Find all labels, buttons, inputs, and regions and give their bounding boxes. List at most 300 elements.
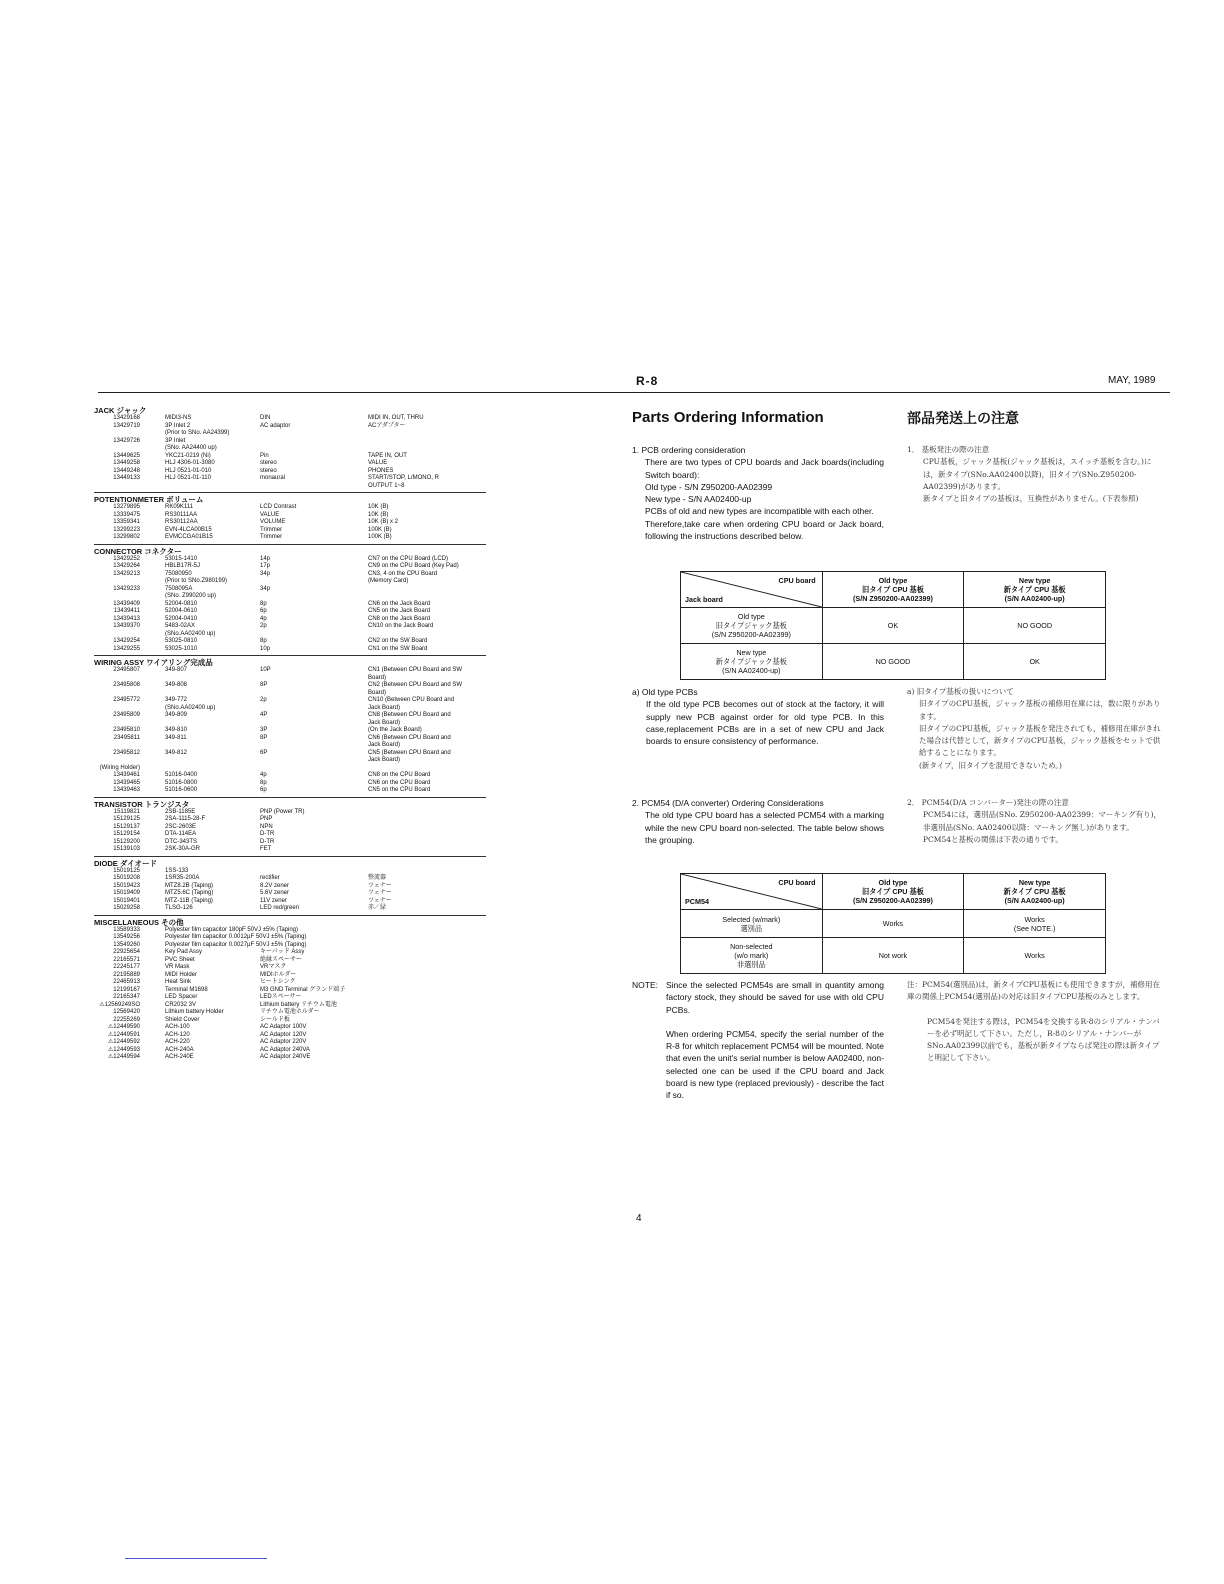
part-number: 15129200 [113, 838, 140, 845]
part-description: NPN [260, 823, 273, 830]
part-row [94, 809, 486, 817]
part-description: 8p [260, 600, 267, 607]
part-row [94, 949, 486, 957]
part-note: Jack Board) [368, 757, 401, 763]
section2-jp-text: PCM54には，選別品(SNo. Z950200-AA02399：マーキング有り)，非選別品(SNo. AA02400以降：マーキング無し)があります。 [923, 810, 1162, 832]
part-row [94, 646, 486, 654]
part-note: 10K (B) x 2 [368, 519, 399, 525]
note-label: NOTE: [632, 980, 658, 990]
part-note: (On the Jack Board) [368, 727, 422, 733]
part-row [94, 534, 486, 542]
part-note: ACアダプター [368, 422, 406, 429]
part-number: 22255269 [113, 1016, 140, 1023]
part-description: LED red/green [260, 905, 300, 911]
row-header-line: 新タイプジャック基板 [715, 657, 787, 666]
document-date: MAY, 1989 [1108, 375, 1156, 386]
part-name: 349-772 [165, 697, 188, 703]
part-number: ⚠12449590 [107, 1024, 140, 1030]
part-row [94, 667, 486, 675]
part-row [94, 994, 486, 1002]
title-japanese: 部品発送上の注意 [907, 410, 1019, 426]
section1-heading: 1. PCB ordering consideration [632, 445, 746, 455]
part-row [94, 675, 486, 683]
part-description: FET [260, 846, 272, 852]
part-row [94, 927, 486, 935]
part-number: 15129137 [113, 823, 140, 830]
header-line: (S/N Z950200-AA02399) [852, 896, 933, 905]
part-number: 13439413 [113, 615, 140, 622]
row-header-line: New type [736, 648, 767, 657]
note-text: Since the selected PCM54s are small in quantity among factory stock, they should be saved for use with old CPU PCBs. [666, 980, 884, 1015]
section-a-english [632, 686, 884, 747]
part-row [94, 697, 486, 705]
table-cell: OK [964, 644, 1106, 680]
row-header-line: (S/N AA02400-up) [722, 666, 781, 675]
part-row [94, 593, 486, 601]
part-name: EVN-4LCA00B15 [165, 526, 212, 533]
part-description: AC Adaptor 100V [260, 1024, 307, 1030]
part-note: Jack Board) [368, 719, 401, 726]
section-title: TRANSISTOR トランジスタ [94, 799, 190, 809]
part-row [94, 638, 486, 646]
part-name: 2SA-1115-28-F [165, 816, 206, 822]
cell-line: Works [1024, 914, 1045, 924]
part-name: (Prior to SNo. AA24399) [165, 430, 230, 436]
part-description: 8.2V zener [260, 882, 290, 889]
part-name: ACH-100 [165, 1024, 190, 1030]
parts-section [94, 544, 486, 654]
part-number: 23495807 [113, 667, 140, 673]
part-name: 349-810 [165, 727, 188, 733]
page-number: 4 [636, 1213, 642, 1224]
part-number: 13449625 [113, 452, 140, 459]
part-description: DIN [260, 415, 271, 421]
part-row [94, 964, 486, 972]
part-row [94, 415, 486, 423]
part-name: 51016-0600 [165, 787, 198, 793]
table-cell: NO GOOD [964, 608, 1106, 644]
part-name: DTC-343TS [165, 838, 198, 845]
pcb-compatibility-table [680, 571, 1106, 680]
part-description: 4P [260, 712, 268, 718]
part-description: 8p [260, 779, 267, 786]
part-row [94, 571, 486, 579]
part-name: 53025-0810 [165, 638, 198, 644]
section-title: JACK ジャック [94, 406, 147, 415]
part-name: YKC21-0219 (Ni) [165, 452, 211, 459]
part-row [94, 527, 486, 535]
table-cell: NO GOOD [822, 644, 964, 680]
part-name: Terminal M1698 [165, 986, 208, 993]
part-name: EVMCCGA01B15 [165, 534, 213, 540]
part-name: HBLB17R-5J [165, 563, 201, 569]
part-number: 13429252 [113, 555, 140, 562]
part-note: CN2 on the SW Board [368, 638, 428, 644]
part-description: Lithium battery リチウム電池 [260, 1001, 337, 1008]
part-row [94, 898, 486, 906]
pcm54-grouping-table [680, 873, 1106, 974]
note-english [632, 979, 884, 1102]
part-row [94, 1009, 486, 1017]
header-line: New type [1018, 878, 1051, 887]
table-cell: Works [822, 910, 964, 938]
part-name: MIDI3-NS [165, 415, 192, 421]
part-number: 23495810 [113, 727, 140, 733]
part-name: Lithium battery Holder [165, 1009, 224, 1015]
column-header [964, 572, 1106, 608]
part-note: Jack Board) [368, 742, 401, 748]
row-header-line: 選別品 [740, 923, 763, 933]
part-number: 13429264 [113, 563, 140, 569]
part-row [94, 601, 486, 609]
table-row [681, 938, 1106, 974]
part-number: 13299802 [113, 534, 140, 540]
table-cell: Not work [822, 938, 964, 974]
part-number: 15019423 [113, 882, 140, 889]
part-name: 75080950 [165, 570, 192, 577]
part-description: 10P [260, 667, 271, 673]
part-name: 1SR35-200A [165, 875, 200, 881]
part-description: LEDスペーサー [260, 994, 302, 1000]
part-row [94, 942, 486, 950]
footer-rule [125, 1558, 267, 1559]
row-header [681, 910, 823, 938]
row-header-line: (S/N Z950200-AA02399) [711, 630, 791, 639]
section-title: MISCELLANEOUS その他 [94, 917, 184, 927]
part-row [94, 727, 486, 735]
part-row [94, 750, 486, 758]
part-name: Polyester film capacitor 0.0012μF 50VJ ±5% (Taping) [165, 934, 307, 940]
part-note: PHONES [368, 467, 394, 474]
part-number: 13429168 [113, 415, 140, 421]
part-number: 15129125 [113, 816, 140, 822]
part-number: 22165347 [113, 994, 140, 1000]
part-note: CN10 (Between CPU Board and [368, 697, 455, 703]
part-number: 13279895 [113, 504, 140, 510]
section-a-jp-text: 旧タイプのCPU基板，ジャック基板の補修用在庫には，数に限りがあります。 [919, 699, 1161, 721]
part-description: stereo [260, 460, 277, 466]
part-row [94, 512, 486, 520]
section-a-text: If the old type PCB becomes out of stock at the factory, it will supply new PCB against order for old type PCB. In this case,replacement PCBs are in a set of new CPU and Jack boards to ensure consistency of performance. [646, 699, 884, 747]
part-row [94, 1002, 486, 1010]
part-description: シールド板 [260, 1016, 290, 1023]
part-row [94, 780, 486, 788]
part-description: 8P [260, 682, 268, 688]
part-number: 12569420 [113, 1009, 140, 1015]
part-note: 整流器 [368, 875, 387, 881]
note-japanese [907, 979, 1162, 1065]
part-row [94, 742, 486, 750]
part-number: ⚠12449594 [107, 1054, 140, 1060]
part-description: MIDIホルダー [260, 971, 297, 978]
table-cell: OK [822, 608, 964, 644]
row-header [681, 644, 823, 680]
header-line: 新タイプ CPU 基板 [1003, 887, 1066, 896]
part-name: Heat Sink [165, 979, 192, 985]
header-line: Old type [878, 576, 908, 585]
part-name: LED Spacer [165, 994, 198, 1000]
part-name: 349-809 [165, 712, 188, 718]
part-note: CN5 (Between CPU Board and [368, 749, 451, 756]
part-row [94, 787, 486, 795]
part-note: CN8 on the Jack Board [368, 615, 431, 622]
part-number: 22465913 [113, 979, 140, 985]
part-note: CN8 (Between CPU Board and [368, 712, 451, 718]
part-number: 13439370 [113, 623, 140, 629]
part-description: PNP [260, 816, 273, 822]
part-number: 15019125 [113, 867, 140, 874]
part-note: Board) [368, 674, 387, 681]
part-description: monaural [260, 475, 286, 481]
part-description: 8p [260, 638, 267, 644]
part-number: 13449133 [113, 475, 140, 481]
part-number: 15019401 [113, 897, 140, 904]
part-row [94, 979, 486, 987]
part-name: RS30112AA [165, 519, 198, 525]
part-number: 23495772 [113, 697, 140, 703]
part-row [94, 1039, 486, 1047]
part-name: 51016-0400 [165, 772, 198, 778]
part-row [94, 757, 486, 765]
section1-text: There are two types of CPU boards and Jack boards(including Switch board): [645, 457, 884, 480]
part-name: MTZ-11B (Taping) [165, 897, 213, 904]
column-header [964, 874, 1106, 910]
part-description: 17p [260, 563, 271, 569]
part-description: VOLUME [260, 519, 286, 525]
section1-jp-heading: 1． 基板発注の際の注意 [907, 445, 990, 454]
table-corner [681, 572, 823, 608]
section2-jp-heading: 2． PCM54(D/A コンバーター)発注の際の注意 [907, 798, 1069, 807]
part-row [94, 772, 486, 780]
part-row [94, 556, 486, 564]
part-description: LCD Contrast [260, 504, 297, 510]
part-name: 349-811 [165, 734, 187, 741]
part-note: OUTPUT 1~8 [368, 482, 405, 489]
part-number: 13429254 [113, 638, 140, 644]
part-row [94, 735, 486, 743]
model-label: R-8 [636, 374, 659, 388]
corner-bottom-label: PCM54 [685, 897, 709, 906]
header-line: (S/N AA02400-up) [1004, 896, 1065, 905]
part-note: Board) [368, 689, 387, 696]
part-name: HLJ 4306-01-3080 [165, 460, 215, 466]
section-a-japanese [907, 686, 1162, 772]
header-line: 旧タイプ CPU 基板 [862, 585, 924, 594]
part-description: リチウム電池ホルダー [260, 1009, 320, 1015]
part-row [94, 504, 486, 512]
part-name: TLSG-126 [165, 905, 193, 911]
part-row [94, 430, 486, 438]
part-name: MTZ8.2B (Taping) [165, 882, 214, 889]
part-description: AC Adaptor 240VE [260, 1054, 311, 1060]
part-number: ⚠12449592 [107, 1039, 140, 1045]
row-header-line: Selected (w/mark) [722, 914, 781, 924]
part-description: stereo [260, 467, 277, 474]
part-row [94, 890, 486, 898]
part-number: 13429233 [113, 585, 140, 592]
part-note: CN8 on the CPU Board [368, 772, 431, 778]
part-row [94, 586, 486, 594]
part-number: ⚠12449591 [107, 1031, 140, 1038]
part-row [94, 712, 486, 720]
part-name: Polyester film capacitor 0.0027μF 50VJ ±5% (Taping) [165, 941, 307, 948]
part-number: 13449248 [113, 467, 140, 474]
part-description: 34p [260, 585, 271, 592]
section1-old-type: Old type - S/N Z950200-AA02399 [645, 481, 773, 492]
part-note: 10K (B) [368, 511, 389, 518]
part-number: 23495811 [113, 734, 140, 741]
part-name: (SNo.AA02400 up) [165, 704, 216, 711]
header-line: 新タイプ CPU 基板 [1003, 585, 1066, 594]
part-row [94, 475, 486, 483]
part-row [94, 445, 486, 453]
part-note: Jack Board) [368, 704, 401, 711]
part-row [94, 765, 486, 773]
part-description: AC Adaptor 240VA [260, 1046, 310, 1053]
part-row [94, 631, 486, 639]
part-number: 13339475 [113, 511, 140, 518]
part-number: 13299223 [113, 526, 140, 533]
part-name: (Prior to SNo.Z980199) [165, 578, 228, 584]
parts-section [94, 655, 486, 795]
parts-section [94, 797, 486, 854]
part-description: 絶縁スペーサー [260, 956, 303, 963]
part-description: 2p [260, 697, 267, 703]
section2-english [632, 797, 884, 846]
part-description: Trimmer [260, 534, 283, 540]
part-description: Trimmer [260, 526, 283, 533]
part-name: 1SS-133 [165, 867, 189, 874]
part-number: 12199167 [113, 986, 140, 993]
part-description: 4p [260, 615, 267, 622]
part-number: 13439409 [113, 600, 140, 607]
part-row [94, 720, 486, 728]
column-header [822, 874, 964, 910]
section-a-heading: a) Old type PCBs [632, 687, 698, 697]
part-description: PNP (Power TR) [260, 808, 305, 815]
part-description: 6p [260, 787, 267, 793]
section2-text: The old type CPU board has a selected PCM54 with a marking while the new CPU board non-selected. The table below shows the grouping. [645, 810, 884, 845]
section1-text: PCBs of old and new types are incompatible with each other. [645, 506, 874, 517]
section1-english [632, 444, 884, 542]
part-number: 22925654 [113, 949, 140, 955]
section-title: CONNECTOR コネクター [94, 546, 182, 556]
part-number: 13449258 [113, 460, 140, 466]
corner-bottom-label: Jack board [685, 595, 723, 604]
title-english: Parts Ordering Information [632, 409, 824, 426]
part-row [94, 623, 486, 631]
cell-line: (See NOTE.) [1013, 923, 1056, 933]
section1-jp-text: CPU基板，ジャック基板(ジャック基板は，スイッチ基板を含む。)には，新タイプ(SNo.AA02400以降)，旧タイプ(SNo.Z950200-AA02399)があります。 [923, 457, 1152, 491]
part-number: 13429726 [113, 437, 140, 444]
header-line: 旧タイプ CPU 基板 [861, 887, 924, 896]
part-row [94, 868, 486, 876]
part-note: TAPE IN, OUT [368, 452, 407, 459]
header-line: (S/N AA02400-up) [1004, 594, 1065, 603]
part-number: ⚠12569249SO [99, 1001, 140, 1008]
part-name: Polyester film capacitor 180pF 50VJ ±5% (Taping) [165, 926, 299, 933]
part-row [94, 1054, 486, 1062]
part-number: 13439411 [113, 608, 140, 614]
part-number: 13549256 [113, 934, 140, 940]
part-note: CN2 (Between CPU Board and SW [368, 682, 463, 688]
part-number: 13439463 [113, 787, 140, 793]
parts-section [94, 404, 486, 490]
note-text: When ordering PCM54, specify the serial number of the R-8 for whitch replacement PCM54 will be mounted. Note that even the unit's serial number is below AA02400, non-selected one can be used if the CPU board and Jack board is new type (replaced previously) - describe the fact if so. [666, 1028, 884, 1101]
table-row [681, 608, 1106, 644]
note-jp-text: 注：PCM54(選別品)は，新タイプCPU基板にも使用できますが，補修用在庫の関係上PCM54(選別品)の対応は旧タイプCPU基板のみとします。 [907, 980, 1160, 1002]
part-number: 22195889 [113, 971, 140, 978]
part-row [94, 883, 486, 891]
part-note: 10K (B) [368, 504, 389, 510]
section1-text: Therefore,take care when ordering CPU board or Jack board, following the instructions described below. [645, 518, 884, 542]
part-name: (SNo. AA24400 up) [165, 445, 217, 451]
section-title: WIRING ASSY ワイアリング完成品 [94, 658, 213, 667]
part-name: RK09K111 [165, 504, 194, 510]
part-name: 349-807 [165, 667, 188, 673]
section2-japanese [907, 797, 1162, 846]
part-row [94, 682, 486, 690]
part-number: 15019409 [113, 890, 140, 896]
part-description: M3 GND Terminal グランド端子 [260, 986, 346, 993]
part-name: 53025-1010 [165, 645, 198, 652]
header-line: New type [1018, 576, 1051, 585]
part-name: Key Pad Assy [165, 949, 203, 955]
part-name: 51016-0800 [165, 779, 198, 786]
part-name: 2SB-1185E [165, 808, 196, 815]
part-row [94, 616, 486, 624]
part-name: (SNo. Z990200 up) [165, 593, 217, 599]
part-row [94, 831, 486, 839]
part-note: CN6 (Between CPU Board and [368, 734, 451, 741]
part-name: 53015-1410 [165, 555, 198, 562]
section-a-jp-text: (新タイプ，旧タイプを混用できないため。) [919, 760, 1062, 770]
table-corner [681, 874, 823, 910]
part-name: MIDI Holder [165, 971, 198, 978]
section1-jp-text: 新タイプと旧タイプの基板は，互換性がありません。(下表参照) [923, 494, 1139, 504]
part-name: PVC Sheet [165, 956, 195, 963]
part-note: ツェナー [368, 890, 392, 896]
table-cell: Works [964, 938, 1106, 974]
part-name: VR Mask [165, 964, 190, 970]
part-number: 22165571 [113, 956, 140, 963]
part-description: 34p [260, 570, 271, 577]
part-row [94, 453, 486, 461]
part-row [94, 690, 486, 698]
part-name: Shield Cover [165, 1016, 200, 1023]
part-row [94, 483, 486, 491]
header-rule [98, 392, 1170, 393]
part-description: 4p [260, 772, 267, 778]
parts-list [94, 402, 486, 1062]
part-name: 3P Inlet 2 [165, 422, 191, 429]
part-name: 2SK-30A-GR [165, 846, 201, 852]
part-row [94, 972, 486, 980]
part-number: (Wiring Holder) [99, 764, 140, 771]
row-header [681, 608, 823, 644]
section2-heading: 2. PCM54 (D/A converter) Ordering Considerations [632, 798, 824, 808]
part-note: (Memory Card) [368, 578, 409, 584]
part-row [94, 563, 486, 571]
part-description: ヒートシンク [260, 979, 296, 985]
part-description: AC Adaptor 220V [260, 1039, 307, 1045]
part-description: 3P [260, 727, 268, 733]
part-row [94, 1024, 486, 1032]
part-description: D-TR [260, 838, 275, 845]
part-row [94, 824, 486, 832]
part-note: MIDI IN, OUT, THRU [368, 415, 424, 421]
part-number: 13439461 [113, 772, 140, 778]
